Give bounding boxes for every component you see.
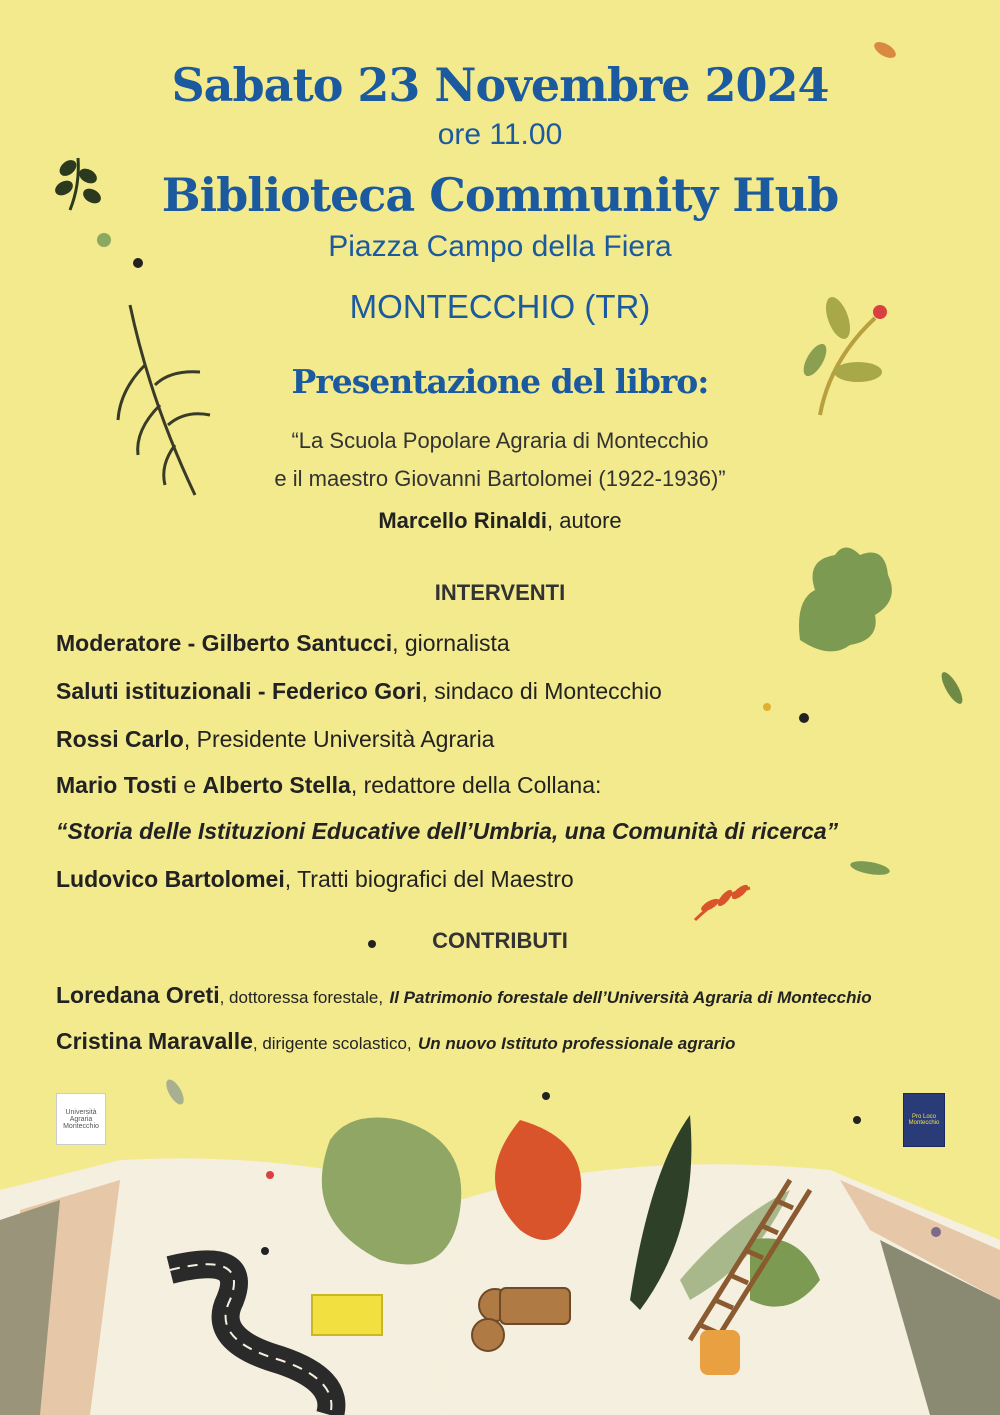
university-logo: Università Agraria Montecchio xyxy=(56,1093,106,1145)
contributi-heading: CONTRIBUTI xyxy=(432,928,568,953)
list-item xyxy=(56,678,662,705)
interventi-heading: INTERVENTI xyxy=(434,580,566,605)
speaker-name: Alberto Stella xyxy=(202,772,351,798)
list-item xyxy=(56,982,872,1009)
speaker-role: , sindaco di Montecchio xyxy=(421,678,662,704)
contributor-name: Cristina Maravalle xyxy=(56,1028,253,1054)
list-item xyxy=(56,726,494,753)
joiner-text: e xyxy=(176,772,203,798)
speaker-name: Moderatore - Gilberto Santucci xyxy=(56,630,393,656)
list-item xyxy=(56,630,510,657)
speaker-name: Mario Tosti xyxy=(56,772,177,798)
event-town: MONTECCHIO (TR) xyxy=(349,288,651,325)
list-item xyxy=(56,1028,735,1055)
speaker-role: , redattore della Collana: xyxy=(350,772,602,798)
contributor-role: , dottoressa forestale, xyxy=(219,988,384,1007)
book-title-line1: “La Scuola Popolare Agraria di Montecchio xyxy=(291,428,709,453)
list-item xyxy=(56,866,574,893)
event-time: ore 11.00 xyxy=(437,118,563,151)
speaker-role: , Tratti biografici del Maestro xyxy=(284,866,574,892)
presentation-heading: Presentazione del libro: xyxy=(291,362,709,401)
contribution-title: Il Patrimonio forestale dell’Università Agraria di Montecchio xyxy=(389,988,872,1007)
proloco-logo: Pro Loco Montecchio xyxy=(903,1093,945,1147)
book-author xyxy=(0,508,1000,534)
book-title-line2: e il maestro Giovanni Bartolomei (1922-1936)” xyxy=(274,466,726,491)
contributor-name: Loredana Oreti xyxy=(56,982,220,1008)
author-role: , autore xyxy=(547,508,622,533)
book-illustration xyxy=(0,1077,1000,1415)
list-item xyxy=(56,772,601,799)
event-address: Piazza Campo della Fiera xyxy=(328,230,672,263)
speaker-name: Ludovico Bartolomei xyxy=(56,866,285,892)
event-venue: Biblioteca Community Hub xyxy=(161,168,839,222)
event-date: Sabato 23 Novembre 2024 xyxy=(171,58,829,112)
speaker-name: Rossi Carlo xyxy=(56,726,184,752)
author-name: Marcello Rinaldi xyxy=(378,508,548,533)
speaker-name: Saluti istituzionali - Federico Gori xyxy=(56,678,422,704)
speaker-role: , Presidente Università Agraria xyxy=(183,726,495,752)
contribution-title: Un nuovo Istituto professionale agrario xyxy=(418,1034,736,1053)
series-title: “Storia delle Istituzioni Educative dell’Umbria, una Comunità di ricerca” xyxy=(56,818,839,844)
contributor-role: , dirigente scolastico, xyxy=(252,1034,412,1053)
red-leaf-icon xyxy=(695,883,750,920)
speaker-role: , giornalista xyxy=(392,630,510,656)
